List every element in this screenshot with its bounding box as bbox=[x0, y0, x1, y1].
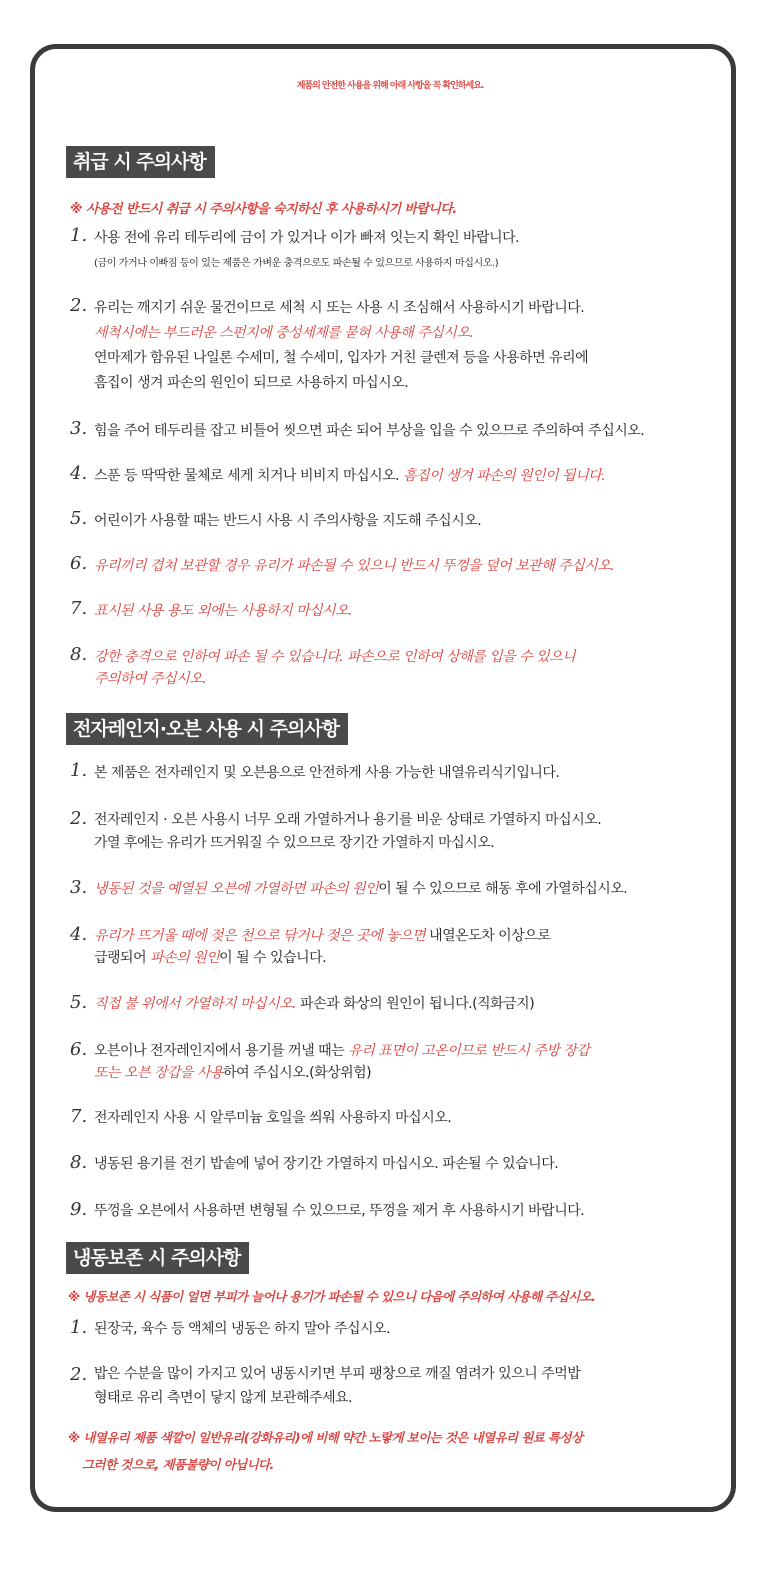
item-number: 1. bbox=[70, 1317, 88, 1338]
microwave-item-2-line1: 전자레인지 · 오븐 사용시 너무 오래 가열하거나 용기를 비운 상태로 가열하지 마십시오. bbox=[94, 812, 602, 828]
handling-item-8-line2: 주의하여 주십시오. bbox=[94, 671, 207, 687]
microwave-item-5-text bbox=[94, 992, 534, 1016]
item-number: 7. bbox=[70, 1106, 88, 1127]
handling-item-8-line1: 강한 충격으로 인하여 파손 될 수 있습니다. 파손으로 인하여 상해를 입을 수 있으니 bbox=[94, 649, 576, 665]
microwave-item-4-line1 bbox=[94, 924, 550, 948]
microwave-item-4-part-c: 급랭되어 bbox=[94, 950, 151, 966]
handling-item-5-text: 어린이가 사용할 때는 반드시 사용 시 주의사항을 지도해 주십시오. bbox=[94, 513, 482, 529]
microwave-item-5-part-b: 파손과 화상의 원인이 됩니다.(직화금지) bbox=[296, 996, 535, 1012]
microwave-item-1-text: 본 제품은 전자레인지 및 오븐용으로 안전하게 사용 가능한 내열유리식기입니다. bbox=[94, 765, 560, 781]
microwave-item-4-line2 bbox=[94, 946, 326, 970]
page-title: 제품의 안전한 사용을 위해 아래 사항을 꼭 확인하세요. bbox=[296, 81, 484, 91]
item-number: 8. bbox=[70, 644, 88, 665]
handling-item-6-text: 유리끼리 겹쳐 보관할 경우 유리가 파손될 수 있으니 반드시 뚜껑을 덮어 보관해 주십시오. bbox=[94, 558, 615, 574]
microwave-item-4-part-b: 내열온도차 이상으로 bbox=[425, 928, 551, 944]
microwave-item-6-part-a: 오븐이나 전자레인지에서 용기를 꺼낼 때는 bbox=[94, 1043, 349, 1059]
item-number: 2. bbox=[70, 1364, 88, 1385]
handling-item-1-text: 사용 전에 유리 테두리에 금이 가 있거나 이가 빠져 잇는지 확인 바랍니다. bbox=[94, 230, 520, 246]
item-number: 5. bbox=[70, 992, 88, 1013]
microwave-item-6-part-c: 또는 오븐 장갑을 사용 bbox=[94, 1065, 224, 1081]
freezer-item-2-line2: 형태로 유리 측면이 닿지 않게 보관해주세요. bbox=[94, 1390, 353, 1406]
section-heading-handling: 취급 시 주의사항 bbox=[66, 146, 215, 178]
freezer-note: ※ 냉동보존 시 식품이 얼면 부피가 늘어나 용기가 파손될 수 있으니 다음에 주의하여 사용해 주십시오. bbox=[68, 1289, 596, 1304]
microwave-item-8-text: 냉동된 용기를 전기 밥솥에 넣어 장기간 가열하지 마십시오. 파손될 수 있습니다. bbox=[94, 1156, 559, 1172]
item-number: 1. bbox=[70, 760, 88, 781]
item-number: 3. bbox=[70, 418, 88, 439]
section-heading-freezer: 냉동보존 시 주의사항 bbox=[66, 1242, 249, 1274]
handling-item-1-subtext: (금이 가거나 이빠짐 등이 있는 제품은 가벼운 충격으로도 파손될 수 있으므로 사용하지 마십시오.) bbox=[94, 258, 499, 269]
handling-item-7-text: 표시된 사용 용도 외에는 사용하지 마십시오. bbox=[94, 603, 353, 619]
handling-item-4-part-b: 흠집이 생겨 파손의 원인이 됩니다. bbox=[403, 468, 606, 484]
handling-item-4-text bbox=[94, 464, 605, 488]
microwave-item-3-part-a: 냉동된 것을 예열된 오븐에 가열하면 파손의 원인 bbox=[94, 881, 379, 897]
item-number: 4. bbox=[70, 924, 88, 945]
microwave-item-4-part-d: 파손의 원인 bbox=[150, 950, 220, 966]
freezer-item-2-line1: 밥은 수분을 많이 가지고 있어 냉동시키면 부피 팽창으로 깨질 염려가 있으니 주먹밥 bbox=[94, 1366, 581, 1382]
item-number: 4. bbox=[70, 463, 88, 484]
freezer-item-1-text: 된장국, 육수 등 액체의 냉동은 하지 말아 주십시오. bbox=[94, 1321, 391, 1337]
microwave-item-4-part-e: 이 될 수 있습니다. bbox=[219, 950, 327, 966]
section-heading-microwave: 전자레인지·오븐 사용 시 주의사항 bbox=[66, 713, 348, 745]
item-number: 9. bbox=[70, 1199, 88, 1220]
item-number: 2. bbox=[70, 808, 88, 829]
handling-item-4-part-a: 스푼 등 딱딱한 물체로 세게 치거나 비비지 마십시오. bbox=[94, 468, 404, 484]
microwave-item-6-part-b: 유리 표면이 고온이므로 반드시 주방 장갑 bbox=[348, 1043, 590, 1059]
item-number: 6. bbox=[70, 553, 88, 574]
microwave-item-3-part-b: 이 될 수 있으므로 해동 후에 가열하십시오. bbox=[378, 881, 628, 897]
handling-item-2-line4: 흠집이 생겨 파손의 원인이 되므로 사용하지 마십시오. bbox=[94, 375, 409, 391]
microwave-item-6-line1 bbox=[94, 1039, 589, 1063]
item-number: 2. bbox=[70, 295, 88, 316]
microwave-item-6-part-d: 하여 주십시오.(화상위험) bbox=[223, 1065, 372, 1081]
microwave-item-7-text: 전자레인지 사용 시 알루미늄 호일을 씌워 사용하지 마십시오. bbox=[94, 1110, 452, 1126]
handling-note: ※ 사용전 반드시 취급 시 주의사항을 숙지하신 후 사용하시기 바랍니다. bbox=[70, 202, 457, 217]
microwave-item-9-text: 뚜껑을 오븐에서 사용하면 변형될 수 있으므로, 뚜껑을 제거 후 사용하시기 바랍니다. bbox=[94, 1203, 585, 1219]
microwave-item-5-part-a: 직접 불 위에서 가열하지 마십시오. bbox=[94, 996, 297, 1012]
microwave-item-4-part-a: 유리가 뜨거울 때에 젖은 천으로 닦거나 젖은 곳에 놓으면 bbox=[94, 928, 426, 944]
item-number: 5. bbox=[70, 508, 88, 529]
microwave-item-3-text bbox=[94, 877, 627, 901]
microwave-item-6-line2 bbox=[94, 1061, 371, 1085]
item-number: 1. bbox=[70, 225, 88, 246]
handling-item-2-line1: 유리는 깨지기 쉬운 물건이므로 세척 시 또는 사용 시 조심해서 사용하시기 바랍니다. bbox=[94, 300, 585, 316]
item-number: 7. bbox=[70, 598, 88, 619]
footer-note-line2: 그러한 것으로, 제품불량이 아닙니다. bbox=[82, 1457, 274, 1472]
handling-item-2-line2: 세척시에는 부드러운 스펀지에 중성세제를 묻혀 사용해 주십시오. bbox=[94, 325, 474, 341]
item-number: 3. bbox=[70, 877, 88, 898]
handling-item-3-text: 힘을 주어 테두리를 잡고 비틀어 씻으면 파손 되어 부상을 입을 수 있으므로 주의하여 주십시오. bbox=[94, 423, 645, 439]
footer-note-line1: ※ 내열유리 제품 색깔이 일반유리(강화유리)에 비해 약간 노랗게 보이는 것은 내열유리 원료 특성상 bbox=[68, 1430, 583, 1445]
item-number: 8. bbox=[70, 1152, 88, 1173]
item-number: 6. bbox=[70, 1039, 88, 1060]
handling-item-2-line3: 연마제가 함유된 나일론 수세미, 철 수세미, 입자가 거친 클렌져 등을 사용하면 유리에 bbox=[94, 350, 589, 366]
microwave-item-2-line2: 가열 후에는 유리가 뜨거워질 수 있으므로 장기간 가열하지 마십시오. bbox=[94, 835, 495, 851]
